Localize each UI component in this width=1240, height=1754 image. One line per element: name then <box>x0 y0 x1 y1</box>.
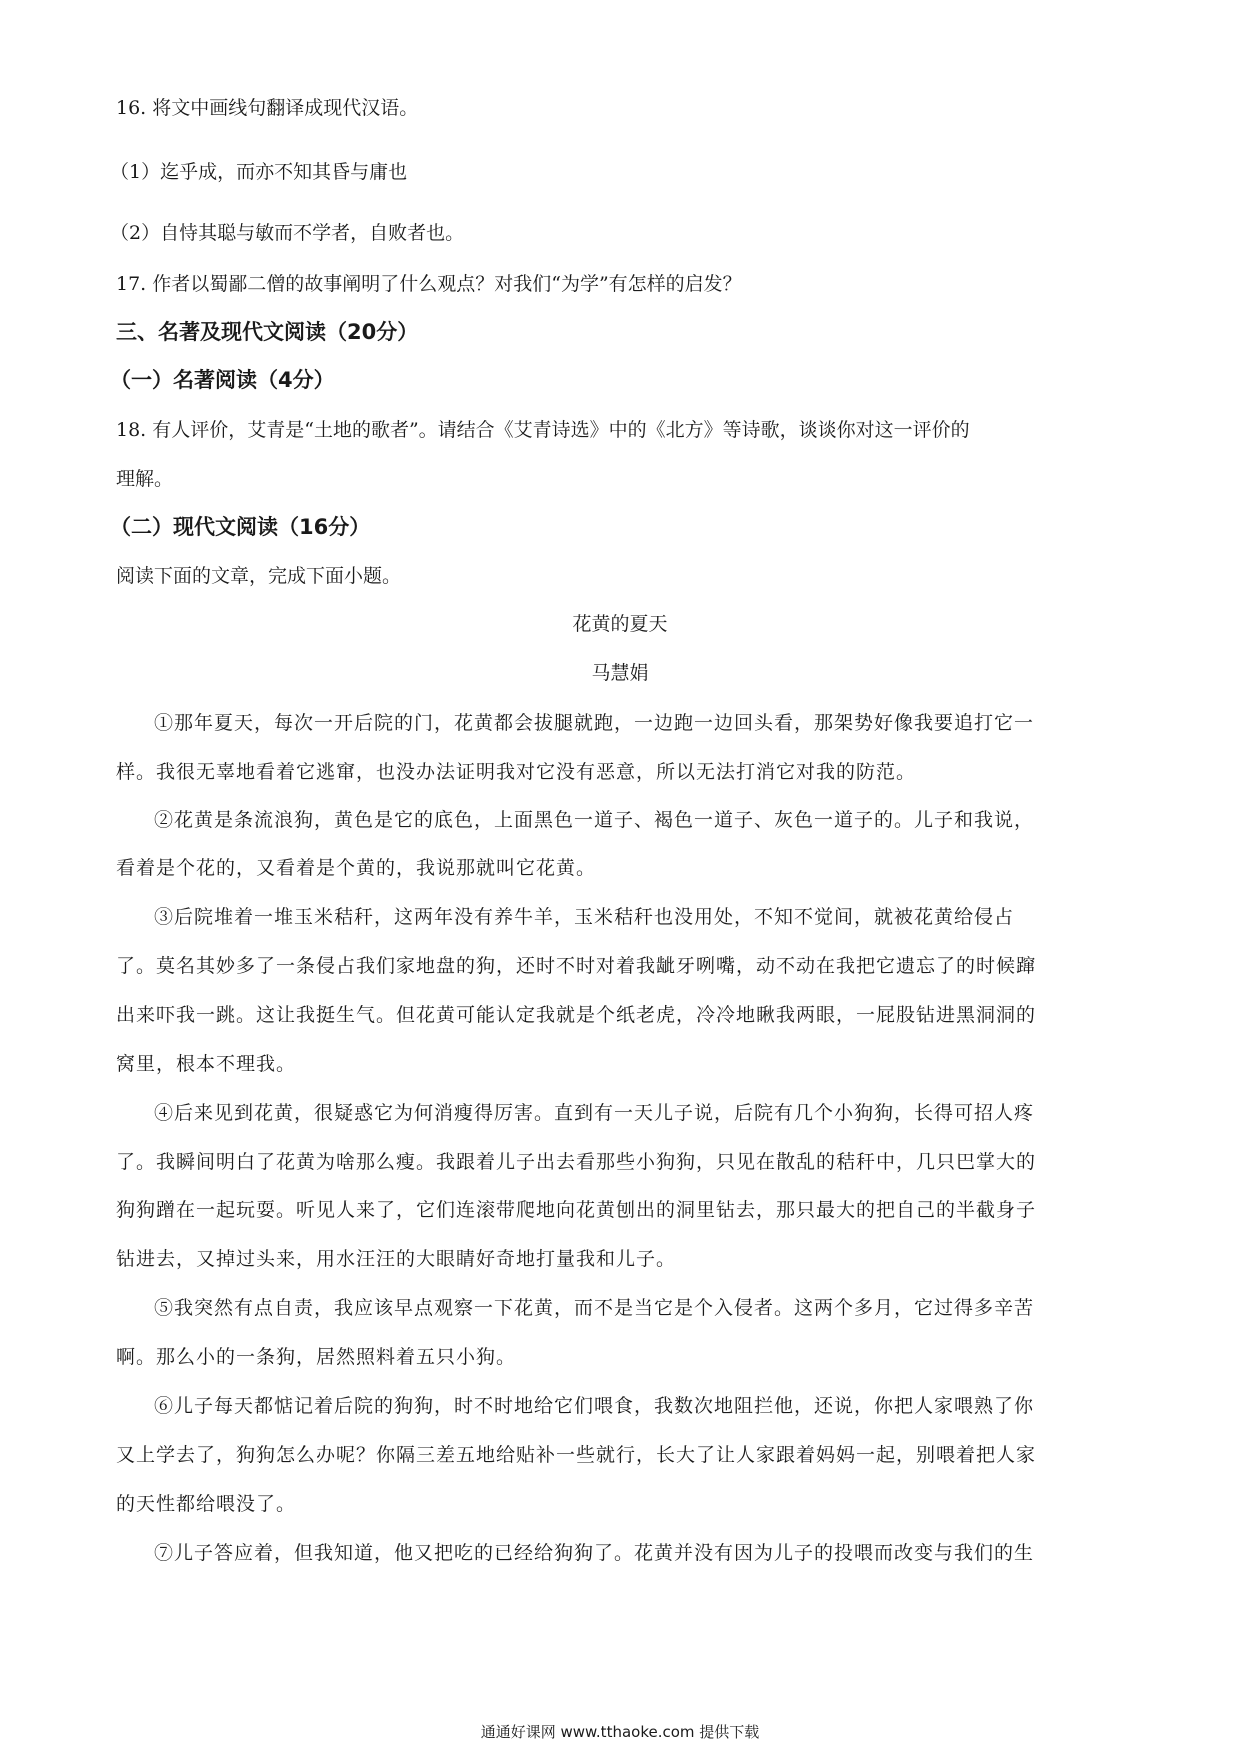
question-17: 17. 作者以蜀鄙二僧的故事阐明了什么观点？对我们“为学”有怎样的启发？ <box>116 273 742 295</box>
section-3-2-heading: （二）现代文阅读（16分） <box>110 515 371 539</box>
question-16-part-2: （2）自恃其聪与敏而不学者，自败者也。 <box>110 222 465 244</box>
paragraph-5-line-2: 啊。那么小的一条狗，居然照料着五只小狗。 <box>116 1346 517 1368</box>
paragraph-4-line-3: 狗狗蹭在一起玩耍。听见人来了，它们连滚带爬地向花黄刨出的洞里钻去，那只最大的把自己的半截身子 <box>116 1199 1037 1221</box>
paragraph-4-line-2: 了。我瞬间明白了花黄为啥那么瘦。我跟着儿子出去看那些小狗狗，只见在散乱的秸秆中，几只巴掌大的 <box>116 1151 1037 1173</box>
paragraph-4-line-1: ④后来见到花黄，很疑惑它为何消瘦得厉害。直到有一天儿子说，后院有几个小狗狗，长得可招人疼 <box>154 1102 1035 1124</box>
paragraph-1-line-2: 样。我很无辜地看着它逃窜，也没办法证明我对它没有恶意，所以无法打消它对我的防范。 <box>116 761 917 783</box>
page-footer: 通通好课网 www.tthaoke.com 提供下载 <box>480 1723 760 1741</box>
paragraph-5-line-1: ⑤我突然有点自责，我应该早点观察一下花黄，而不是当它是个入侵者。这两个多月，它过得多辛苦 <box>154 1297 1035 1319</box>
paragraph-2-line-1: ②花黄是条流浪狗，黄色是它的底色，上面黑色一道子、褐色一道子、灰色一道子的。儿子和我说， <box>154 809 1035 831</box>
paragraph-3-line-3: 出来吓我一跳。这让我挺生气。但花黄可能认定我就是个纸老虎，冷冷地瞅我两眼，一屁股钻进黑洞洞的 <box>116 1004 1037 1026</box>
paragraph-3-line-1: ③后院堆着一堆玉米秸秆，这两年没有养牛羊，玉米秸秆也没用处，不知不觉间，就被花黄给侵占 <box>154 906 1015 928</box>
question-18-line-2: 理解。 <box>116 468 174 490</box>
paragraph-3-line-4: 窝里，根本不理我。 <box>116 1053 297 1075</box>
section-3-heading: 三、名著及现代文阅读（20分） <box>116 320 419 344</box>
paragraph-6-line-2: 又上学去了，狗狗怎么办呢？你隔三差五地给贴补一些就行，长大了让人家跟着妈妈一起，别喂着把人家 <box>116 1444 1037 1466</box>
question-16-part-1: （1）迄乎成，而亦不知其昏与庸也 <box>110 161 408 183</box>
paragraph-3-line-2: 了。莫名其妙多了一条侵占我们家地盘的狗，还时不时对着我龇牙咧嘴，动不动在我把它遗忘了的时候蹿 <box>116 955 1037 977</box>
paragraph-6-line-3: 的天性都给喂没了。 <box>116 1493 297 1515</box>
paragraph-7-line-1: ⑦儿子答应着，但我知道，他又把吃的已经给狗狗了。花黄并没有因为儿子的投喂而改变与我们的生 <box>154 1542 1035 1564</box>
question-18-line-1: 18. 有人评价，艾青是“土地的歌者”。请结合《艾青诗选》中的《北方》等诗歌，谈谈你对这一评价的 <box>116 419 970 441</box>
article-author: 马慧娟 <box>591 662 649 684</box>
paragraph-4-line-4: 钻进去，又掉过头来，用水汪汪的大眼睛好奇地打量我和儿子。 <box>116 1248 677 1270</box>
question-16: 16. 将文中画线句翻译成现代汉语。 <box>116 97 419 119</box>
article-title: 花黄的夏天 <box>572 613 668 635</box>
section-3-1-heading: （一）名著阅读（4分） <box>110 368 335 392</box>
reading-instruction: 阅读下面的文章，完成下面小题。 <box>116 565 402 587</box>
paragraph-1-line-1: ①那年夏天，每次一开后院的门，花黄都会拔腿就跑，一边跑一边回头看，那架势好像我要追打它一 <box>154 712 1035 734</box>
paragraph-6-line-1: ⑥儿子每天都惦记着后院的狗狗，时不时地给它们喂食，我数次地阻拦他，还说，你把人家喂熟了你 <box>154 1395 1035 1417</box>
paragraph-2-line-2: 看着是个花的，又看着是个黄的，我说那就叫它花黄。 <box>116 857 597 879</box>
